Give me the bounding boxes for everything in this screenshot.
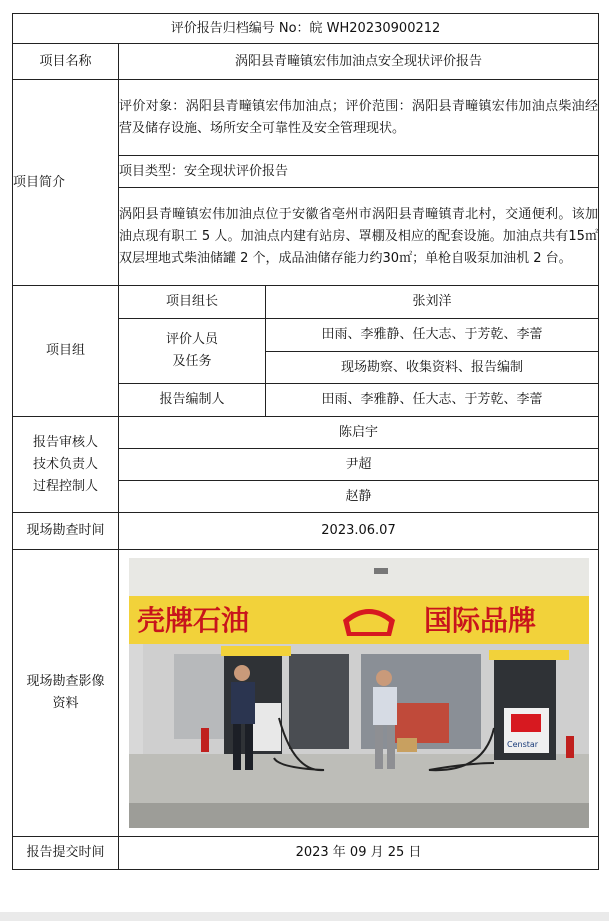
survey-photo-label-line2: 资料: [52, 696, 79, 711]
team-evaluators-label-line2: 及任务: [172, 354, 212, 369]
team-leader-value: 张刘洋: [266, 286, 599, 319]
team-editors-label: 报告编制人: [119, 384, 266, 417]
ceiling-light-icon: [374, 568, 388, 574]
survey-photo-row: [13, 550, 599, 837]
review-labels: [13, 417, 119, 513]
intro-description: 涡阳县青疃镇宏伟加油点位于安徽省亳州市涡阳县青疃镇青北村，交通便利。该加油点现有职工 5 人。加油点内建有站房、罩棚及相应的配套设施。加油点共有15㎡双层埋地式柴油储罐 2 个，成品油储存能力约30㎡；单枪自吸泵加油机 2 台。: [119, 188, 599, 286]
survey-photo-cell: [119, 550, 599, 837]
archive-number: 评价报告归档编号 No：皖 WH20230900212: [13, 14, 599, 44]
intro-row-object: [13, 80, 599, 156]
team-evaluators-value: 田雨、李雅静、任大志、于芳乾、李蕾: [266, 319, 599, 352]
team-evaluators-label-line1: 评价人员: [165, 332, 218, 347]
cardboard-box: [397, 738, 417, 752]
submit-time-label: 报告提交时间: [13, 837, 119, 870]
pump-left-top: [221, 646, 291, 656]
intro-type: 项目类型：安全现状评价报告: [119, 156, 599, 188]
survey-time-value: 2023.06.07: [119, 513, 599, 550]
report-archive-form: [12, 13, 599, 870]
review-label-tech: 技术负责人: [32, 456, 98, 472]
team-label: 项目组: [13, 286, 119, 417]
intro-object-scope: 评价对象：涡阳县青疃镇宏伟加油点；评价范围：涡阳县青疃镇宏伟加油点柴油经营及储存设施、场所安全可靠性及安全管理现状。: [119, 80, 599, 156]
review-label-reviewer: 报告审核人: [32, 434, 98, 450]
review-label-process: 过程控制人: [32, 478, 98, 494]
submit-time-value: 2023 年 09 月 25 日: [119, 837, 599, 870]
tech-lead-value: 尹超: [119, 449, 599, 481]
project-name-row: [13, 44, 599, 80]
archive-row: [13, 14, 599, 44]
fire-extinguisher-right-icon: [566, 736, 574, 758]
survey-time-label: 现场勘查时间: [13, 513, 119, 550]
gas-station-photo: [129, 558, 589, 828]
team-editors-value: 田雨、李雅静、任大志、于芳乾、李蕾: [266, 384, 599, 417]
survey-time-row: [13, 513, 599, 550]
review-row-1: [13, 417, 599, 449]
team-tasks-value: 现场勘察、收集资料、报告编制: [266, 352, 599, 384]
sign-text-left: 壳牌石油: [136, 604, 249, 637]
team-evaluators-label: [119, 319, 266, 384]
project-name-value: 涡阳县青疃镇宏伟加油点安全现状评价报告: [119, 44, 599, 80]
pump-right-top: [489, 650, 569, 660]
canopy-ceiling: [129, 558, 589, 598]
intro-label: 项目简介: [13, 80, 119, 286]
reviewer-value: 陈启宇: [119, 417, 599, 449]
store-doorway: [289, 654, 349, 749]
pump-brand-label: Censtar: [506, 740, 538, 749]
project-name-label: 项目名称: [13, 44, 119, 80]
shop-goods: [394, 703, 449, 743]
sign-text-right: 国际品牌: [423, 604, 536, 637]
road-edge: [129, 803, 589, 828]
survey-photo-label: [13, 550, 119, 837]
censtar-logo-icon: [511, 714, 541, 732]
fire-extinguisher-left-icon: [201, 728, 209, 752]
page-bottom-strip: [0, 912, 609, 921]
team-leader-label: 项目组长: [119, 286, 266, 319]
team-leader-row: [13, 286, 599, 319]
process-ctrl-value: 赵静: [119, 481, 599, 513]
survey-photo-label-line1: 现场勘查影像: [26, 674, 105, 689]
submit-time-row: [13, 837, 599, 870]
